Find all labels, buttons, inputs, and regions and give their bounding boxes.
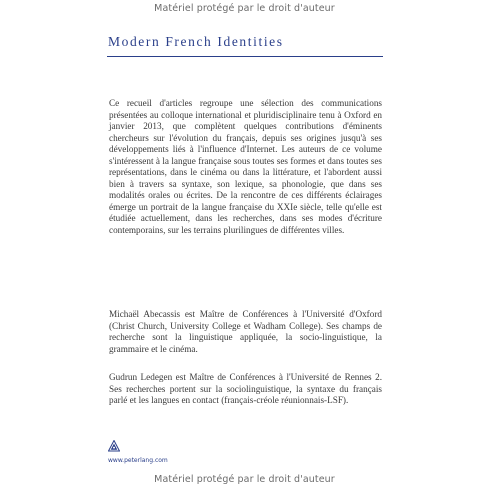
peter-lang-logo-icon <box>108 440 120 452</box>
copyright-watermark-top: Matériel protégé par le droit d'auteur <box>154 3 335 14</box>
author-bio-ledegen: Gudrun Ledegen est Maître de Conférences à l'Université de Rennes 2. Ses recherches portent sur la sociolinguistique, la syntaxe du français parlé et les langues en contact (français-créole réunionnais-LSF). <box>109 372 382 405</box>
publisher-url[interactable]: www.peterlang.com <box>108 457 168 464</box>
series-title: Modern French Identities <box>108 34 284 49</box>
copyright-watermark-bottom: Matériel protégé par le droit d'auteur <box>154 474 335 485</box>
author-bio-abecassis: Michaël Abecassis est Maître de Conférences à l'Université d'Oxford (Christ Church, University College et Wadham College). Ses champs de recherche sont la linguistique appliquée, la socio-linguistique, la grammaire et le cinéma. <box>109 309 382 354</box>
title-rule <box>107 56 383 57</box>
book-abstract: Ce recueil d'articles regroupe une sélection des communications présentées au colloque international et pluridisciplinaire tenu à Oxford en janvier 2013, que complètent quelques contributions d'éminents chercheurs sur l'évolution du français, depuis ses origines jusqu'à ses développements liés à l'influence d'Internet. Les auteurs de ce volume s'intéressent à la langue française sous toutes ses formes et dans toutes ses représentations, dans le cinéma ou dans la littérature, et l'abordent aussi bien à travers sa syntaxe, son lexique, sa phonologie, que dans ses modalités orales ou écrites. De la rencontre de ces différents éclairages émerge un portrait de la langue française du XXIe siècle, telle qu'elle est étudiée actuellement, dans les recherches, dans ses modes d'écriture contemporains, sur les terrains plurilingues de différentes villes. <box>109 98 382 235</box>
